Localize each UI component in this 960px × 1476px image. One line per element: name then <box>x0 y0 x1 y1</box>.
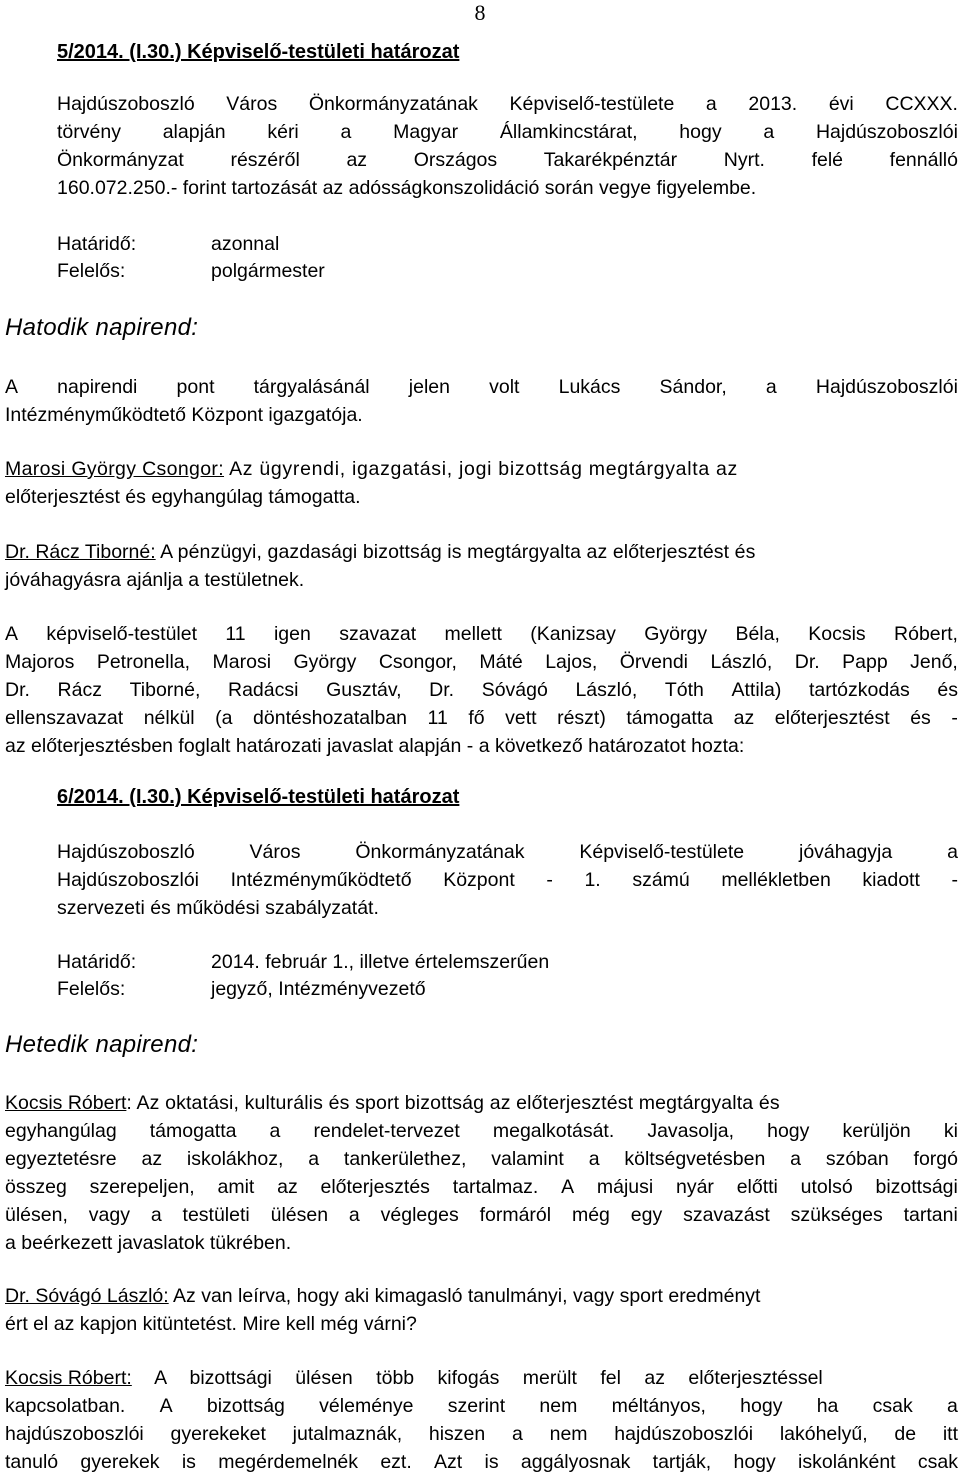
word: Papp <box>842 651 888 673</box>
text-line <box>57 866 958 894</box>
text-line: jóváhagyásra ajánlja a testületnek. <box>5 569 305 591</box>
word: Kocsis <box>808 623 866 645</box>
word: tárgyalásánál <box>253 376 370 398</box>
intro-paragraph <box>5 373 958 429</box>
text-line <box>5 704 958 732</box>
word: 11 <box>427 707 448 729</box>
word: ha <box>816 1395 839 1417</box>
word: Rácz <box>57 679 102 701</box>
word: hiszen <box>428 1423 486 1445</box>
word: Nyrt. <box>723 149 765 171</box>
word: a <box>947 841 958 863</box>
word: vett <box>505 707 537 729</box>
word: évi <box>828 93 854 115</box>
word: a <box>269 1120 281 1142</box>
word: Lukács <box>558 376 621 398</box>
word: Önkormányzatának <box>308 93 478 115</box>
word: szóban <box>825 1148 889 1170</box>
word: Attila) <box>731 679 782 701</box>
responsible-value: polgármester <box>211 260 325 282</box>
speaker-text: Az ügyrendi, igazgatási, jogi bizottság megtárgyalta az <box>224 458 739 480</box>
word: szavazat <box>339 623 417 645</box>
sovago-paragraph <box>5 1282 958 1338</box>
word: Béla, <box>735 623 780 645</box>
speaker-name: Marosi György Csongor: <box>5 458 225 480</box>
text-line <box>5 1117 958 1145</box>
word: megalkotását. <box>492 1120 615 1142</box>
word: a <box>763 121 775 143</box>
deadline-label: Határidő: <box>57 951 137 973</box>
word: Város <box>226 93 278 115</box>
word: aggályosnak <box>520 1451 631 1473</box>
kocsis-paragraph-1 <box>5 1089 958 1257</box>
word: Országos <box>413 149 498 171</box>
text-line <box>5 1145 958 1173</box>
word: hajdúszoboszlói <box>5 1423 144 1445</box>
word: itt <box>942 1423 958 1445</box>
word: rendelet-tervezet <box>313 1120 460 1142</box>
text-line <box>5 1448 958 1476</box>
decision-text <box>57 90 958 202</box>
text-line <box>5 1089 958 1117</box>
text-line: az előterjesztésben foglalt határozati javaslat alapján - a következő határozatot hozta: <box>5 735 745 757</box>
word: nyár <box>675 1176 714 1198</box>
word: támogatta <box>149 1120 237 1142</box>
word: Petronella, <box>96 651 191 673</box>
word: tartani <box>903 1204 958 1226</box>
word: Önkormányzatának <box>355 841 525 863</box>
word: a <box>308 1148 320 1170</box>
text-line: Intézményműködtető Központ igazgatója. <box>5 404 363 426</box>
word: szavazást <box>683 1204 770 1226</box>
word: jutalmaznák, <box>292 1423 403 1445</box>
word: Képviselő-testülete <box>579 841 745 863</box>
word: hogy <box>767 1120 810 1142</box>
word: tartózkodás <box>808 679 910 701</box>
word: előterjesztés <box>320 1176 430 1198</box>
word: nem <box>549 1423 588 1445</box>
text-line <box>5 1364 958 1392</box>
deadline-label: Határidő: <box>57 233 137 255</box>
word: Takarékpénztár <box>543 149 678 171</box>
word: László, <box>710 651 773 673</box>
word: Sóvágó <box>481 679 548 701</box>
word: előterjesztést <box>774 707 890 729</box>
word: (a <box>215 707 233 729</box>
word: Csongor, <box>378 651 457 673</box>
text-line <box>57 90 958 118</box>
word: A <box>561 1176 575 1198</box>
word: csak <box>917 1451 958 1473</box>
word: mellékletben <box>721 869 831 891</box>
word: tartalmaz. <box>452 1176 539 1198</box>
word: az <box>277 1176 298 1198</box>
word: Marosi <box>212 651 272 673</box>
word: CCXXX. <box>885 93 958 115</box>
word: támogatta <box>626 707 714 729</box>
word: Máté <box>479 651 523 673</box>
text-line <box>5 1282 958 1310</box>
word: a <box>348 1204 360 1226</box>
word: döntéshozatalban <box>253 707 408 729</box>
word: méltányos, <box>611 1395 706 1417</box>
word: pont <box>176 376 215 398</box>
word: Dr. <box>429 679 455 701</box>
word: hajdúszoboszlói <box>614 1423 754 1445</box>
marosi-paragraph <box>5 455 958 511</box>
word: A <box>5 623 19 645</box>
word: - <box>951 707 958 729</box>
word: Azt <box>434 1451 463 1473</box>
word: a <box>150 1204 162 1226</box>
word: költségvetésben <box>624 1148 766 1170</box>
decision-title: 5/2014. (I.30.) Képviselő-testületi határozat <box>57 41 460 63</box>
word: kerüljön <box>842 1120 911 1142</box>
word: formáról <box>479 1204 552 1226</box>
speaker-text: : Az oktatási, kulturális és sport bizottság az előterjesztést megtárgyalta és <box>126 1092 780 1114</box>
section-heading-6: Hatodik napirend: <box>5 314 199 341</box>
word: az <box>346 149 368 171</box>
word: Államkincstárat, <box>499 121 638 143</box>
word: A <box>5 376 19 398</box>
word: amit <box>217 1176 255 1198</box>
speaker-name: Dr. Rácz Tiborné: <box>5 541 156 563</box>
word: képviselő-testület <box>46 623 198 645</box>
word: mellett <box>444 623 502 645</box>
text-line: szervezeti és működési szabályzatát. <box>57 897 379 919</box>
word: Hajdúszoboszló <box>57 841 195 863</box>
word: alapján <box>162 121 226 143</box>
responsible-label: Felelős: <box>57 978 126 1000</box>
word: hogy <box>733 1451 776 1473</box>
racz-paragraph <box>5 538 958 594</box>
word: Tóth <box>664 679 704 701</box>
word: kiadott <box>862 869 920 891</box>
word: is <box>484 1451 499 1473</box>
word: részt) <box>557 707 606 729</box>
word: és <box>910 707 931 729</box>
word: jóváhagyja <box>798 841 893 863</box>
text-line <box>5 620 958 648</box>
word: Hajdúszoboszlói <box>57 869 199 891</box>
word: ülésen, <box>5 1204 68 1226</box>
decision-text <box>57 838 958 922</box>
text-line: a beérkezett javaslatok tükrében. <box>5 1232 292 1254</box>
word: végleges <box>380 1204 459 1226</box>
word: ülésen <box>270 1204 329 1226</box>
word: - <box>546 869 553 891</box>
deadline-value: azonnal <box>211 233 280 255</box>
word: véleménye <box>319 1395 414 1417</box>
word: jelen <box>408 376 450 398</box>
word: Lajos, <box>545 651 598 673</box>
vote-paragraph <box>5 620 958 760</box>
speaker-text: A pénzügyi, gazdasági bizottság is megtárgyalta az előterjesztést és <box>155 541 756 563</box>
word: és <box>937 679 958 701</box>
word: szükséges <box>790 1204 883 1226</box>
word: részéről <box>230 149 300 171</box>
text-line <box>5 538 958 566</box>
word: Hajdúszoboszló <box>57 93 195 115</box>
page-number: 8 <box>474 0 486 25</box>
word: Intézményműködtető <box>230 869 412 891</box>
word: a <box>588 1148 600 1170</box>
word: hogy <box>740 1395 783 1417</box>
word: a <box>705 93 717 115</box>
word: a <box>765 376 777 398</box>
word: Hajdúszoboszlói <box>815 376 958 398</box>
word: egyeztetésre <box>5 1148 117 1170</box>
word: tartják, <box>652 1451 712 1473</box>
word: 1. <box>584 869 601 891</box>
word: ki <box>943 1120 958 1142</box>
text-line <box>5 1173 958 1201</box>
text-line <box>5 373 958 401</box>
word: utolsó <box>800 1176 853 1198</box>
text-line: 160.072.250.- forint tartozását az adósságkonszolidáció során vegye figyelembe. <box>57 177 757 199</box>
word: számú <box>632 869 690 891</box>
word: kapcsolatban. <box>5 1395 126 1417</box>
word: László, <box>575 679 638 701</box>
speaker-text: Az van leírva, hogy aki kimagasló tanulmányi, vagy sport eredményt <box>168 1285 761 1307</box>
word: Város <box>249 841 301 863</box>
word: bizottsági <box>875 1176 958 1198</box>
word: iskolánként <box>798 1451 896 1473</box>
word: György <box>293 651 357 673</box>
word: 2013. <box>748 93 798 115</box>
speaker-text: A bizottsági ülésen több kifogás merült fel az előterjesztéssel <box>131 1367 823 1389</box>
word: is <box>181 1451 196 1473</box>
word: előtti <box>736 1176 778 1198</box>
text-line <box>5 676 958 704</box>
word: Hajdúszoboszlói <box>815 121 958 143</box>
word: A <box>159 1395 173 1417</box>
word: Gusztáv, <box>326 679 402 701</box>
word: fennálló <box>889 149 958 171</box>
word: a <box>790 1148 801 1170</box>
word: napirendi <box>57 376 138 398</box>
word: májusi <box>596 1176 654 1198</box>
section-heading-7: Hetedik napirend: <box>5 1031 199 1058</box>
word: tanuló <box>5 1451 59 1473</box>
speaker-name: Kocsis Róbert <box>5 1092 127 1114</box>
text-line <box>5 648 958 676</box>
text-line <box>5 1201 958 1229</box>
word: de <box>894 1423 917 1445</box>
word: csak <box>872 1395 913 1417</box>
word: 11 <box>225 623 246 645</box>
text-line <box>5 1420 958 1448</box>
word: fő <box>468 707 485 729</box>
word: az <box>733 707 755 729</box>
word: György <box>644 623 708 645</box>
word: törvény <box>57 121 121 143</box>
text-line: előterjesztést és egyhangúlag támogatta. <box>5 486 361 508</box>
word: Magyar <box>393 121 459 143</box>
responsible-label: Felelős: <box>57 260 126 282</box>
responsible-value: jegyző, Intézményvezető <box>211 978 426 1000</box>
word: bizottság <box>206 1395 285 1417</box>
word: a <box>512 1423 523 1445</box>
word: Radácsi <box>228 679 299 701</box>
word: testületi <box>182 1204 250 1226</box>
deadline-value: 2014. február 1., illetve értelemszerűen <box>211 951 550 973</box>
word: Tiborné, <box>129 679 201 701</box>
word: egy <box>630 1204 663 1226</box>
word: megérdemelnék <box>218 1451 359 1473</box>
word: összeg <box>5 1176 67 1198</box>
text-line <box>57 118 958 146</box>
text-line: ért el az kapjon kitüntetést. Mire kell még várni? <box>5 1313 417 1335</box>
word: ellenszavazat <box>5 707 124 729</box>
word: gyerekeket <box>170 1423 266 1445</box>
word: Képviselő-testülete <box>509 93 675 115</box>
word: nem <box>539 1395 578 1417</box>
word: Majoros <box>5 651 75 673</box>
word: Örvendi <box>619 651 688 673</box>
word: Róbert, <box>894 623 958 645</box>
word: Dr. <box>794 651 820 673</box>
speaker-name: Kocsis Róbert: <box>5 1367 132 1389</box>
word: lakóhelyű, <box>779 1423 868 1445</box>
word: szerint <box>447 1395 506 1417</box>
word: - <box>951 869 958 891</box>
kocsis-paragraph-2 <box>5 1364 958 1476</box>
text-line <box>57 146 958 174</box>
text-line <box>5 455 958 483</box>
text-line <box>5 1392 958 1420</box>
word: ezt. <box>380 1451 412 1473</box>
word: forgó <box>913 1148 958 1170</box>
word: Jenő, <box>910 651 958 673</box>
word: Javasolja, <box>647 1120 735 1142</box>
word: volt <box>489 376 520 398</box>
word: kéri <box>267 121 299 143</box>
word: az <box>141 1148 163 1170</box>
word: még <box>571 1204 610 1226</box>
word: vagy <box>88 1204 130 1226</box>
word: (Kanizsay <box>530 623 616 645</box>
speaker-name: Dr. Sóvágó László: <box>5 1285 169 1307</box>
word: szerepeljen, <box>89 1176 195 1198</box>
word: a <box>340 121 352 143</box>
decision-title: 6/2014. (I.30.) Képviselő-testületi határozat <box>57 786 460 808</box>
word: iskolákhoz, <box>186 1148 284 1170</box>
word: gyerekek <box>80 1451 160 1473</box>
word: valamint <box>491 1148 564 1170</box>
word: igen <box>273 623 311 645</box>
word: hogy <box>679 121 722 143</box>
word: tankerülethez, <box>343 1148 467 1170</box>
word: nélkül <box>143 707 195 729</box>
text-line <box>57 838 958 866</box>
word: Önkormányzat <box>57 149 184 171</box>
word: Dr. <box>5 679 30 701</box>
word: a <box>947 1395 958 1417</box>
word: felé <box>811 149 844 171</box>
word: Központ <box>443 869 515 891</box>
word: Sándor, <box>659 376 727 398</box>
word: egyhangúlag <box>5 1120 117 1142</box>
